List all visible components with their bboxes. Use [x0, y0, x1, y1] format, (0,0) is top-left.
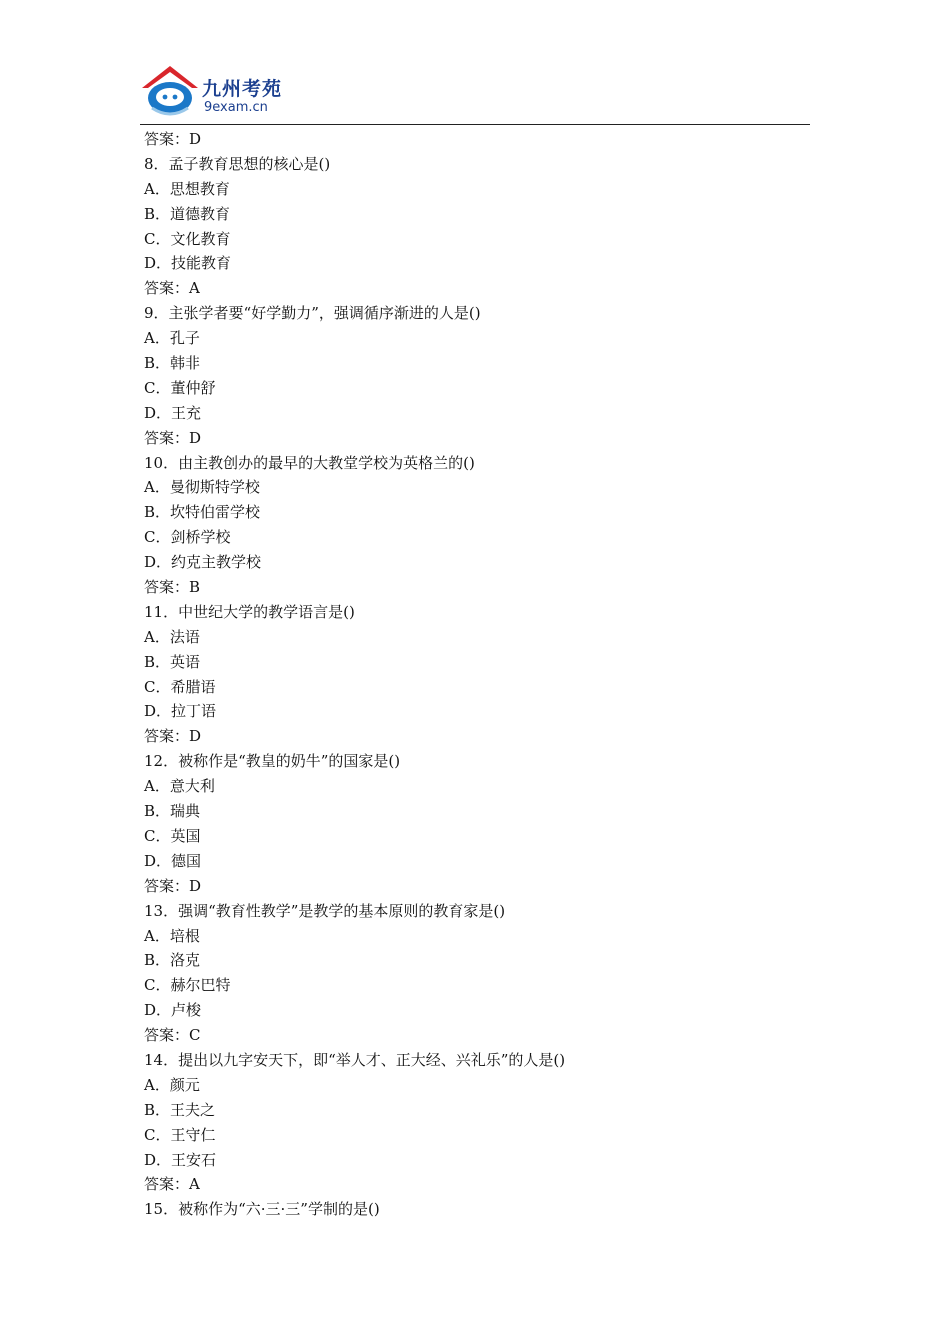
option-line: C．英国: [144, 826, 201, 845]
answer-line: 答案：D: [144, 130, 202, 148]
option-line: B．王夫之: [144, 1100, 216, 1119]
option-line: B．道德教育: [144, 204, 231, 223]
option-line: A．孔子: [144, 329, 200, 348]
answer-line: 答案：A: [144, 1175, 200, 1194]
page-header: [140, 62, 812, 126]
option-line: A．颜元: [144, 1075, 200, 1094]
option-line: D．约克主教学校: [144, 553, 262, 572]
question-15: 15．被称作为“六·三·三”学制的是(): [144, 1200, 380, 1219]
option-line: D．拉丁语: [144, 702, 217, 721]
answer-line: 答案：C: [144, 1026, 201, 1045]
option-line: C．赫尔巴特: [144, 976, 231, 995]
answer-line: 答案：D: [144, 876, 202, 895]
option-line: D．卢梭: [144, 1001, 202, 1020]
option-line: C．王守仁: [144, 1125, 216, 1144]
header-divider: [140, 124, 810, 125]
logo-domain: 9exam.cn: [204, 100, 268, 115]
question-11: 11．中世纪大学的教学语言是(): [144, 602, 355, 621]
option-line: B．英语: [144, 652, 201, 671]
option-line: B．韩非: [144, 354, 201, 373]
option-line: D．王充: [144, 403, 202, 422]
option-line: A．思想教育: [144, 179, 230, 198]
question-8: 8．孟子教育思想的核心是(): [144, 154, 331, 173]
option-line: B．洛克: [144, 951, 201, 970]
option-line: A．培根: [144, 926, 200, 945]
option-line: A．曼彻斯特学校: [144, 478, 260, 497]
question-12: 12．被称作是“教皇的奶牛”的国家是(): [144, 752, 401, 771]
question-9: 9．主张学者要“好学勤力”，强调循序渐进的人是(): [144, 304, 481, 323]
option-line: D．技能教育: [144, 254, 232, 273]
option-line: D．王安石: [144, 1150, 217, 1169]
option-line: C．董仲舒: [144, 378, 216, 397]
option-line: D．德国: [144, 851, 202, 870]
question-14: 14．提出以九字安天下，即“举人才、正大经、兴礼乐”的人是(): [144, 1050, 566, 1069]
option-line: C．文化教育: [144, 229, 231, 248]
option-line: B．瑞典: [144, 802, 201, 821]
option-line: C．剑桥学校: [144, 528, 231, 547]
logo-text: 九州考苑: [202, 78, 283, 100]
option-line: C．希腊语: [144, 677, 216, 696]
answer-line: 答案：A: [144, 279, 200, 298]
answer-line: 答案：B: [144, 578, 201, 597]
question-10: 10．由主教创办的最早的大教堂学校为英格兰的(): [144, 453, 475, 472]
question-list: [144, 127, 804, 1222]
option-line: A．法语: [144, 627, 200, 646]
answer-line: 答案：D: [144, 428, 202, 447]
option-line: A．意大利: [144, 777, 215, 796]
answer-line: 答案：D: [144, 727, 202, 746]
option-line: B．坎特伯雷学校: [144, 503, 261, 522]
question-13: 13．强调“教育性教学”是教学的基本原则的教育家是(): [144, 901, 506, 920]
